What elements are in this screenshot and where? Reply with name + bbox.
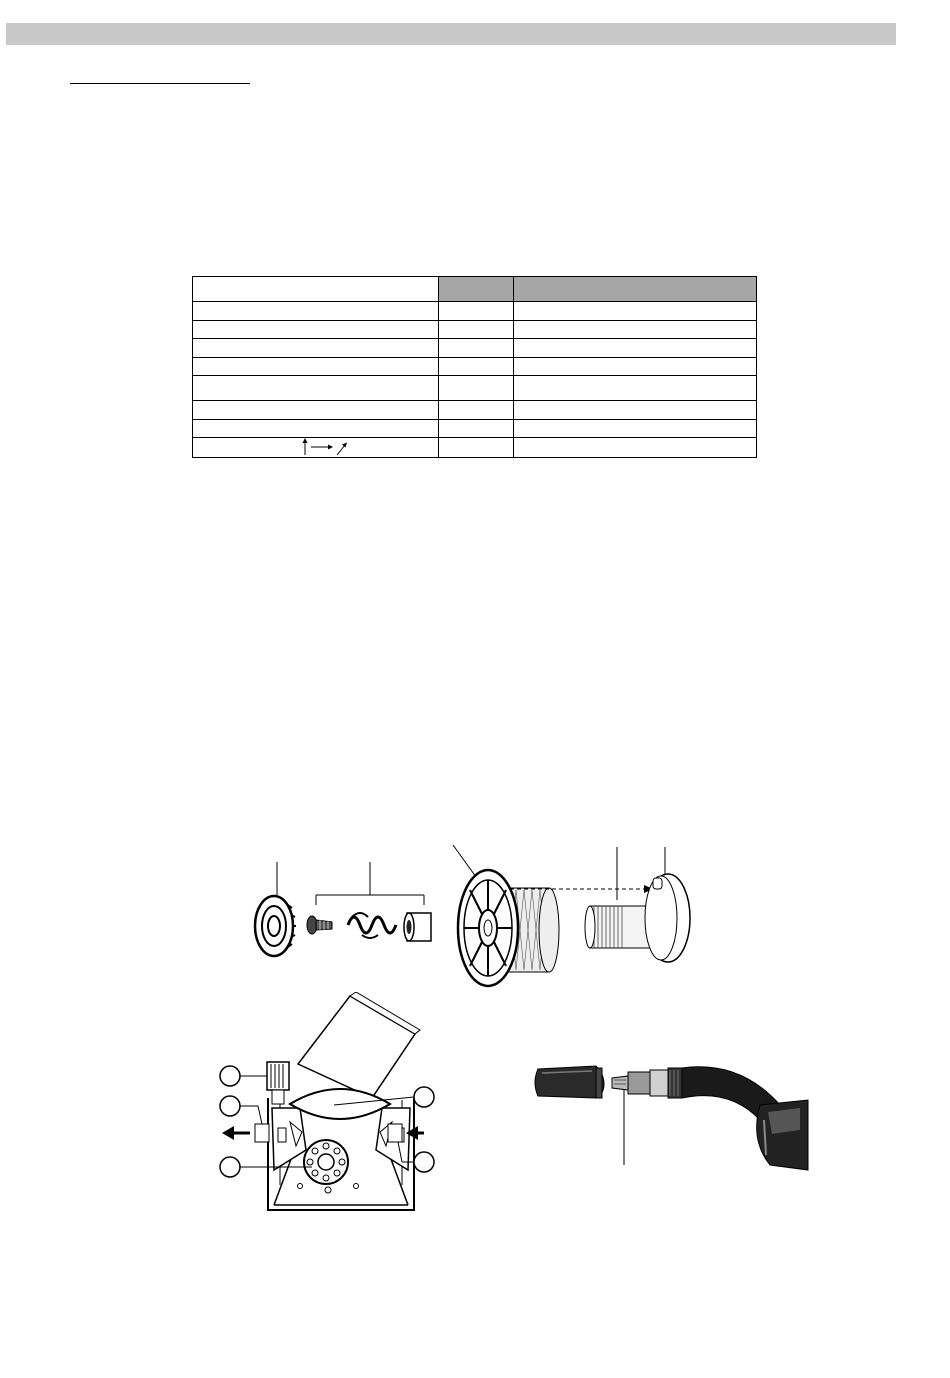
table-cell [514, 438, 757, 458]
table-header-cell [439, 277, 514, 302]
table-row [193, 438, 757, 458]
table-cell [514, 401, 757, 420]
table-row [193, 376, 757, 401]
spec-table [192, 276, 757, 458]
table-cell [514, 320, 757, 339]
table-header-cell [514, 277, 757, 302]
table-cell [193, 357, 439, 376]
table-row [193, 320, 757, 339]
table-cell [439, 302, 514, 321]
table-header-row [193, 277, 757, 302]
table-cell [193, 419, 439, 438]
table-cell [439, 419, 514, 438]
table-cell [514, 339, 757, 358]
table-cell [193, 339, 439, 358]
table-cell [439, 438, 514, 458]
page-header-bar [6, 23, 896, 45]
section-heading-underline [70, 83, 250, 84]
mig-torch-nozzle-diagram-icon [525, 1055, 810, 1175]
table-cell [193, 401, 439, 420]
table-cell [193, 302, 439, 321]
table-cell [439, 320, 514, 339]
table-cell [439, 376, 514, 401]
table-header-cell [193, 277, 439, 302]
table-row [193, 357, 757, 376]
table-cell [439, 401, 514, 420]
wire-spool-exploded-view-icon [235, 840, 705, 1000]
table-cell [439, 339, 514, 358]
table-row [193, 302, 757, 321]
table-cell [193, 320, 439, 339]
table-cell [514, 357, 757, 376]
arrow-symbols-icon [293, 436, 353, 456]
table-row [193, 401, 757, 420]
table-row [193, 339, 757, 358]
table-cell [193, 438, 439, 458]
table-cell [514, 419, 757, 438]
table-cell [193, 376, 439, 401]
table-cell [514, 376, 757, 401]
table-cell [439, 357, 514, 376]
table-cell [514, 302, 757, 321]
wire-feeder-drive-diagram-icon [210, 992, 450, 1212]
table-row [193, 419, 757, 438]
